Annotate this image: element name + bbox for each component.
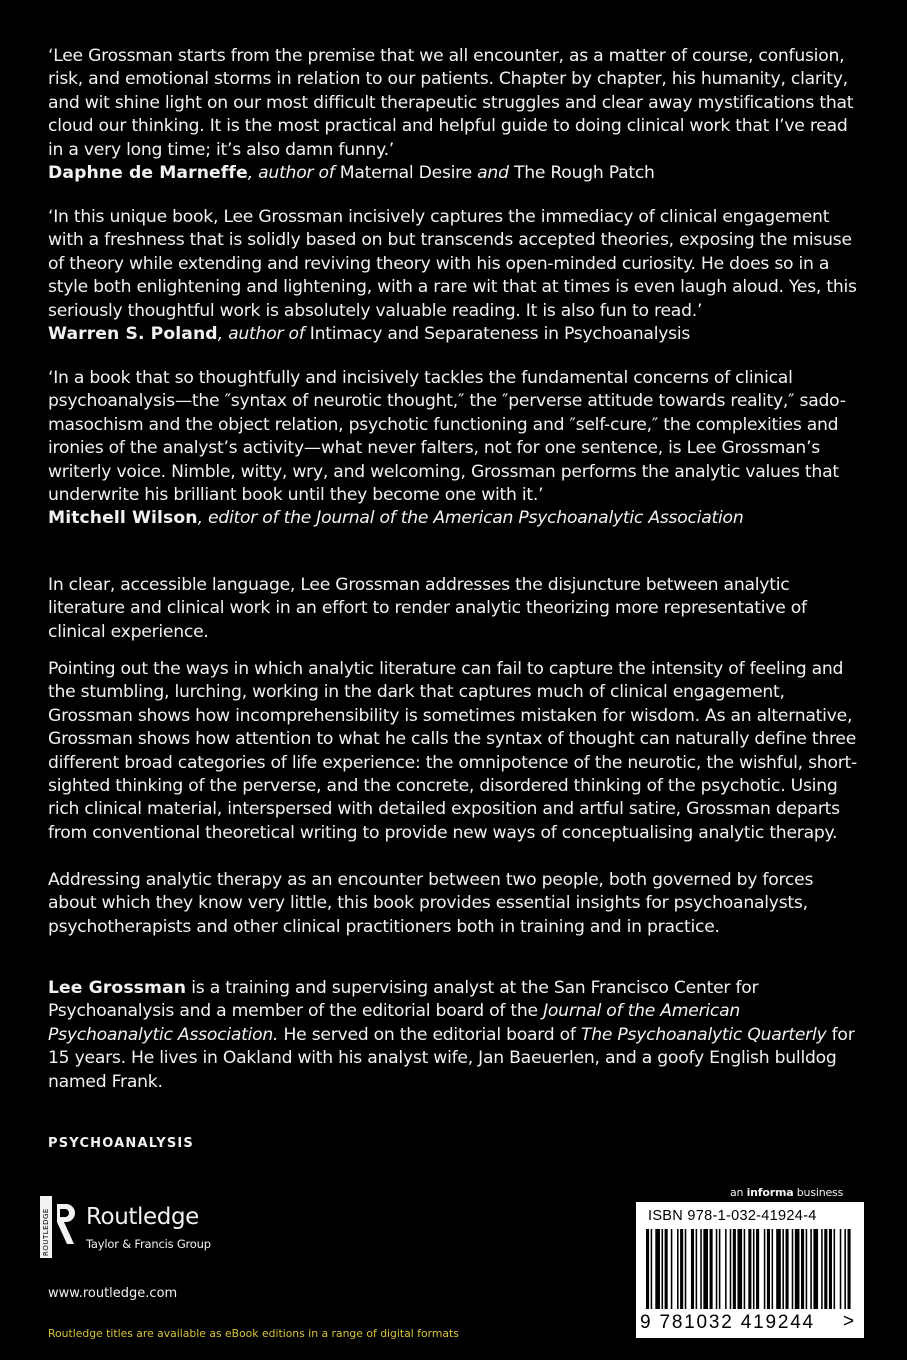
barcode-bar	[716, 1229, 718, 1309]
barcode-bar	[795, 1229, 800, 1309]
barcode-bar	[737, 1229, 742, 1309]
barcode-bar	[710, 1229, 713, 1309]
endorser-name: Daphne de Marneffe	[48, 163, 248, 184]
endorsement-quote: ‘Lee Grossman starts from the premise that we all encounter, as a matter of course, confusion, risk, and emotional storms in relation to our patients. Chapter by chapter, his humanity, clarity, and wit shine light on our most difficult therapeutic struggles and clear away mystifications that cloud our thinking. It is the most practical and helpful guide to doing clinical work that I’ve read in a very long time; it’s also damn funny.’	[48, 46, 854, 160]
barcode-bar	[753, 1229, 755, 1309]
barcode-bar	[651, 1229, 653, 1309]
description-2	[48, 658, 860, 845]
endorsement-2	[48, 206, 860, 346]
barcode-bar	[776, 1229, 781, 1309]
barcode-bar	[756, 1229, 759, 1309]
isbn-label: ISBN 978-1-032-41924-4	[648, 1208, 817, 1224]
barcode-bar	[696, 1229, 698, 1309]
isbn-barcode	[636, 1202, 864, 1338]
barcode-bar	[792, 1229, 794, 1309]
author-name: Lee Grossman	[48, 978, 187, 998]
barcode-bar	[810, 1229, 812, 1309]
barcode-bar	[655, 1229, 660, 1309]
barcode-bar	[782, 1229, 784, 1309]
barcode-bars	[644, 1229, 854, 1311]
barcode-arrow: >	[843, 1311, 855, 1332]
barcode-bar	[680, 1229, 683, 1309]
barcode-bar	[719, 1229, 721, 1309]
endorsement-quote: ‘In this unique book, Lee Grossman incisively captures the immediacy of clinical engagement with a freshness that is solidly based on but transcends accepted theories, exposing the misuse of theory while extending and reviving theory with his open-minded curiosity. He does so in a style both enlightening and lightening, with a rare wit that at times is even laugh aloud. Yes, this seriously thoughtful work is absolutely valuable reading. It is also fun to read.’	[48, 207, 857, 321]
description-paragraph: In clear, accessible language, Lee Grossman addresses the disjuncture between analytic literature and clinical work in an effort to render analytic theorizing more representative of clinical experience.	[48, 575, 807, 642]
publisher-name: Routledge	[86, 1204, 199, 1230]
endorsement-3	[48, 367, 860, 531]
barcode-bar	[733, 1229, 736, 1309]
informa-business-label: an informa business	[730, 1186, 844, 1199]
barcode-bar	[840, 1229, 842, 1309]
barcode-bar	[848, 1229, 851, 1309]
barcode-bar	[730, 1229, 732, 1309]
barcode-bar	[801, 1229, 804, 1309]
barcode-bar	[725, 1229, 727, 1309]
barcode-bar	[824, 1229, 827, 1309]
subject-category: PSYCHOANALYSIS	[48, 1136, 195, 1151]
publisher-website[interactable]: www.routledge.com	[48, 1286, 178, 1301]
barcode-bar	[821, 1229, 823, 1309]
barcode-bar	[829, 1229, 832, 1309]
barcode-digits: 9 781032 419244	[640, 1312, 815, 1333]
barcode-bar	[665, 1229, 668, 1309]
publisher-group: Taylor & Francis Group	[86, 1237, 211, 1251]
barcode-bar	[744, 1229, 746, 1309]
barcode-bar	[671, 1229, 673, 1309]
endorsement-attribution: Warren S. Poland, author of Intimacy and Separateness in Psychoanalysis	[48, 324, 691, 345]
description-paragraph: Pointing out the ways in which analytic literature can fail to capture the intensity of feeling and the stumbling, lurching, working in the dark that captures much of clinical engagement, Grossman shows how incomprehensibility is sometimes mistaken for wisdom. As an alternative, Grossman shows how attention to what he calls the syntax of thought can naturally define three different broad categories of life experience: the omnipotence of the neurotic, the wishful, short-sighted thinking of the perverse, and the concrete, disordered thinking of the psychotic. Using rich clinical material, interspersed with detailed exposition and artful satire, Grossman departs from conventional theoretical writing to provide new ways of conceptualising analytic therapy.	[48, 659, 857, 843]
endorsement-attribution: Mitchell Wilson, editor of the Journal of the American Psychoanalytic Association	[48, 508, 744, 529]
author-bio: Lee Grossman is a training and supervising analyst at the San Francisco Center for Psychoanalysis and a member of the editorial board of the Journal of the American Psychoanalytic Association. He served on the editorial board of The Psychoanalytic Quarterly for 15 years. He lives in Oakland with his analyst wife, Jan Baeuerlen, and a goofy English bulldog named Frank.	[48, 978, 855, 1092]
barcode-bar	[662, 1229, 664, 1309]
barcode-bar	[844, 1229, 846, 1309]
barcode-bar	[700, 1229, 702, 1309]
logo-mark-text: ROUTLEDGE	[42, 1208, 50, 1256]
barcode-bar	[786, 1229, 789, 1309]
description-paragraph: Addressing analytic therapy as an encounter between two people, both governed by forces about which they know very little, this book provides essential insights for psychoanalysts, psychotherapists and other clinical practitioners both in training and in practice.	[48, 870, 814, 937]
barcode-bar	[691, 1229, 694, 1309]
endorsement-attribution: Daphne de Marneffe, author of Maternal Desire and The Rough Patch	[48, 163, 655, 184]
barcode-bar	[772, 1229, 774, 1309]
barcode-bar	[646, 1229, 649, 1309]
endorser-name: Mitchell Wilson	[48, 508, 198, 529]
barcode-bar	[764, 1229, 766, 1309]
endorsement-quote: ‘In a book that so thoughtfully and incisively tackles the fundamental concerns of clinical psychoanalysis—the ″syntax of neurotic thought,″ the ″perverse attitude towards reality,″ sado-masochism and the object relation, psychotic functioning and ″self-cure,″ the complexities and ironies of the analyst’s activity—what never falters, not for one sentence, is Lee Grossman’s writerly voice. Nimble, witty, wry, and welcoming, Grossman performs the analytic values that underwrite his brilliant book until they become one with it.’	[48, 368, 846, 506]
barcode-bar	[677, 1229, 679, 1309]
endorsement-1	[48, 45, 860, 185]
barcode-bar	[748, 1229, 751, 1309]
barcode-bar	[767, 1229, 770, 1309]
description-1	[48, 574, 860, 644]
barcode-bar	[685, 1229, 687, 1309]
description-3	[48, 869, 860, 939]
ebook-note: Routledge titles are available as eBook editions in a range of digital formats	[48, 1327, 459, 1340]
barcode-bar	[806, 1229, 808, 1309]
barcode-bar	[813, 1229, 818, 1309]
barcode-bar	[834, 1229, 836, 1309]
barcode-bar	[703, 1229, 708, 1309]
endorser-name: Warren S. Poland	[48, 324, 218, 345]
